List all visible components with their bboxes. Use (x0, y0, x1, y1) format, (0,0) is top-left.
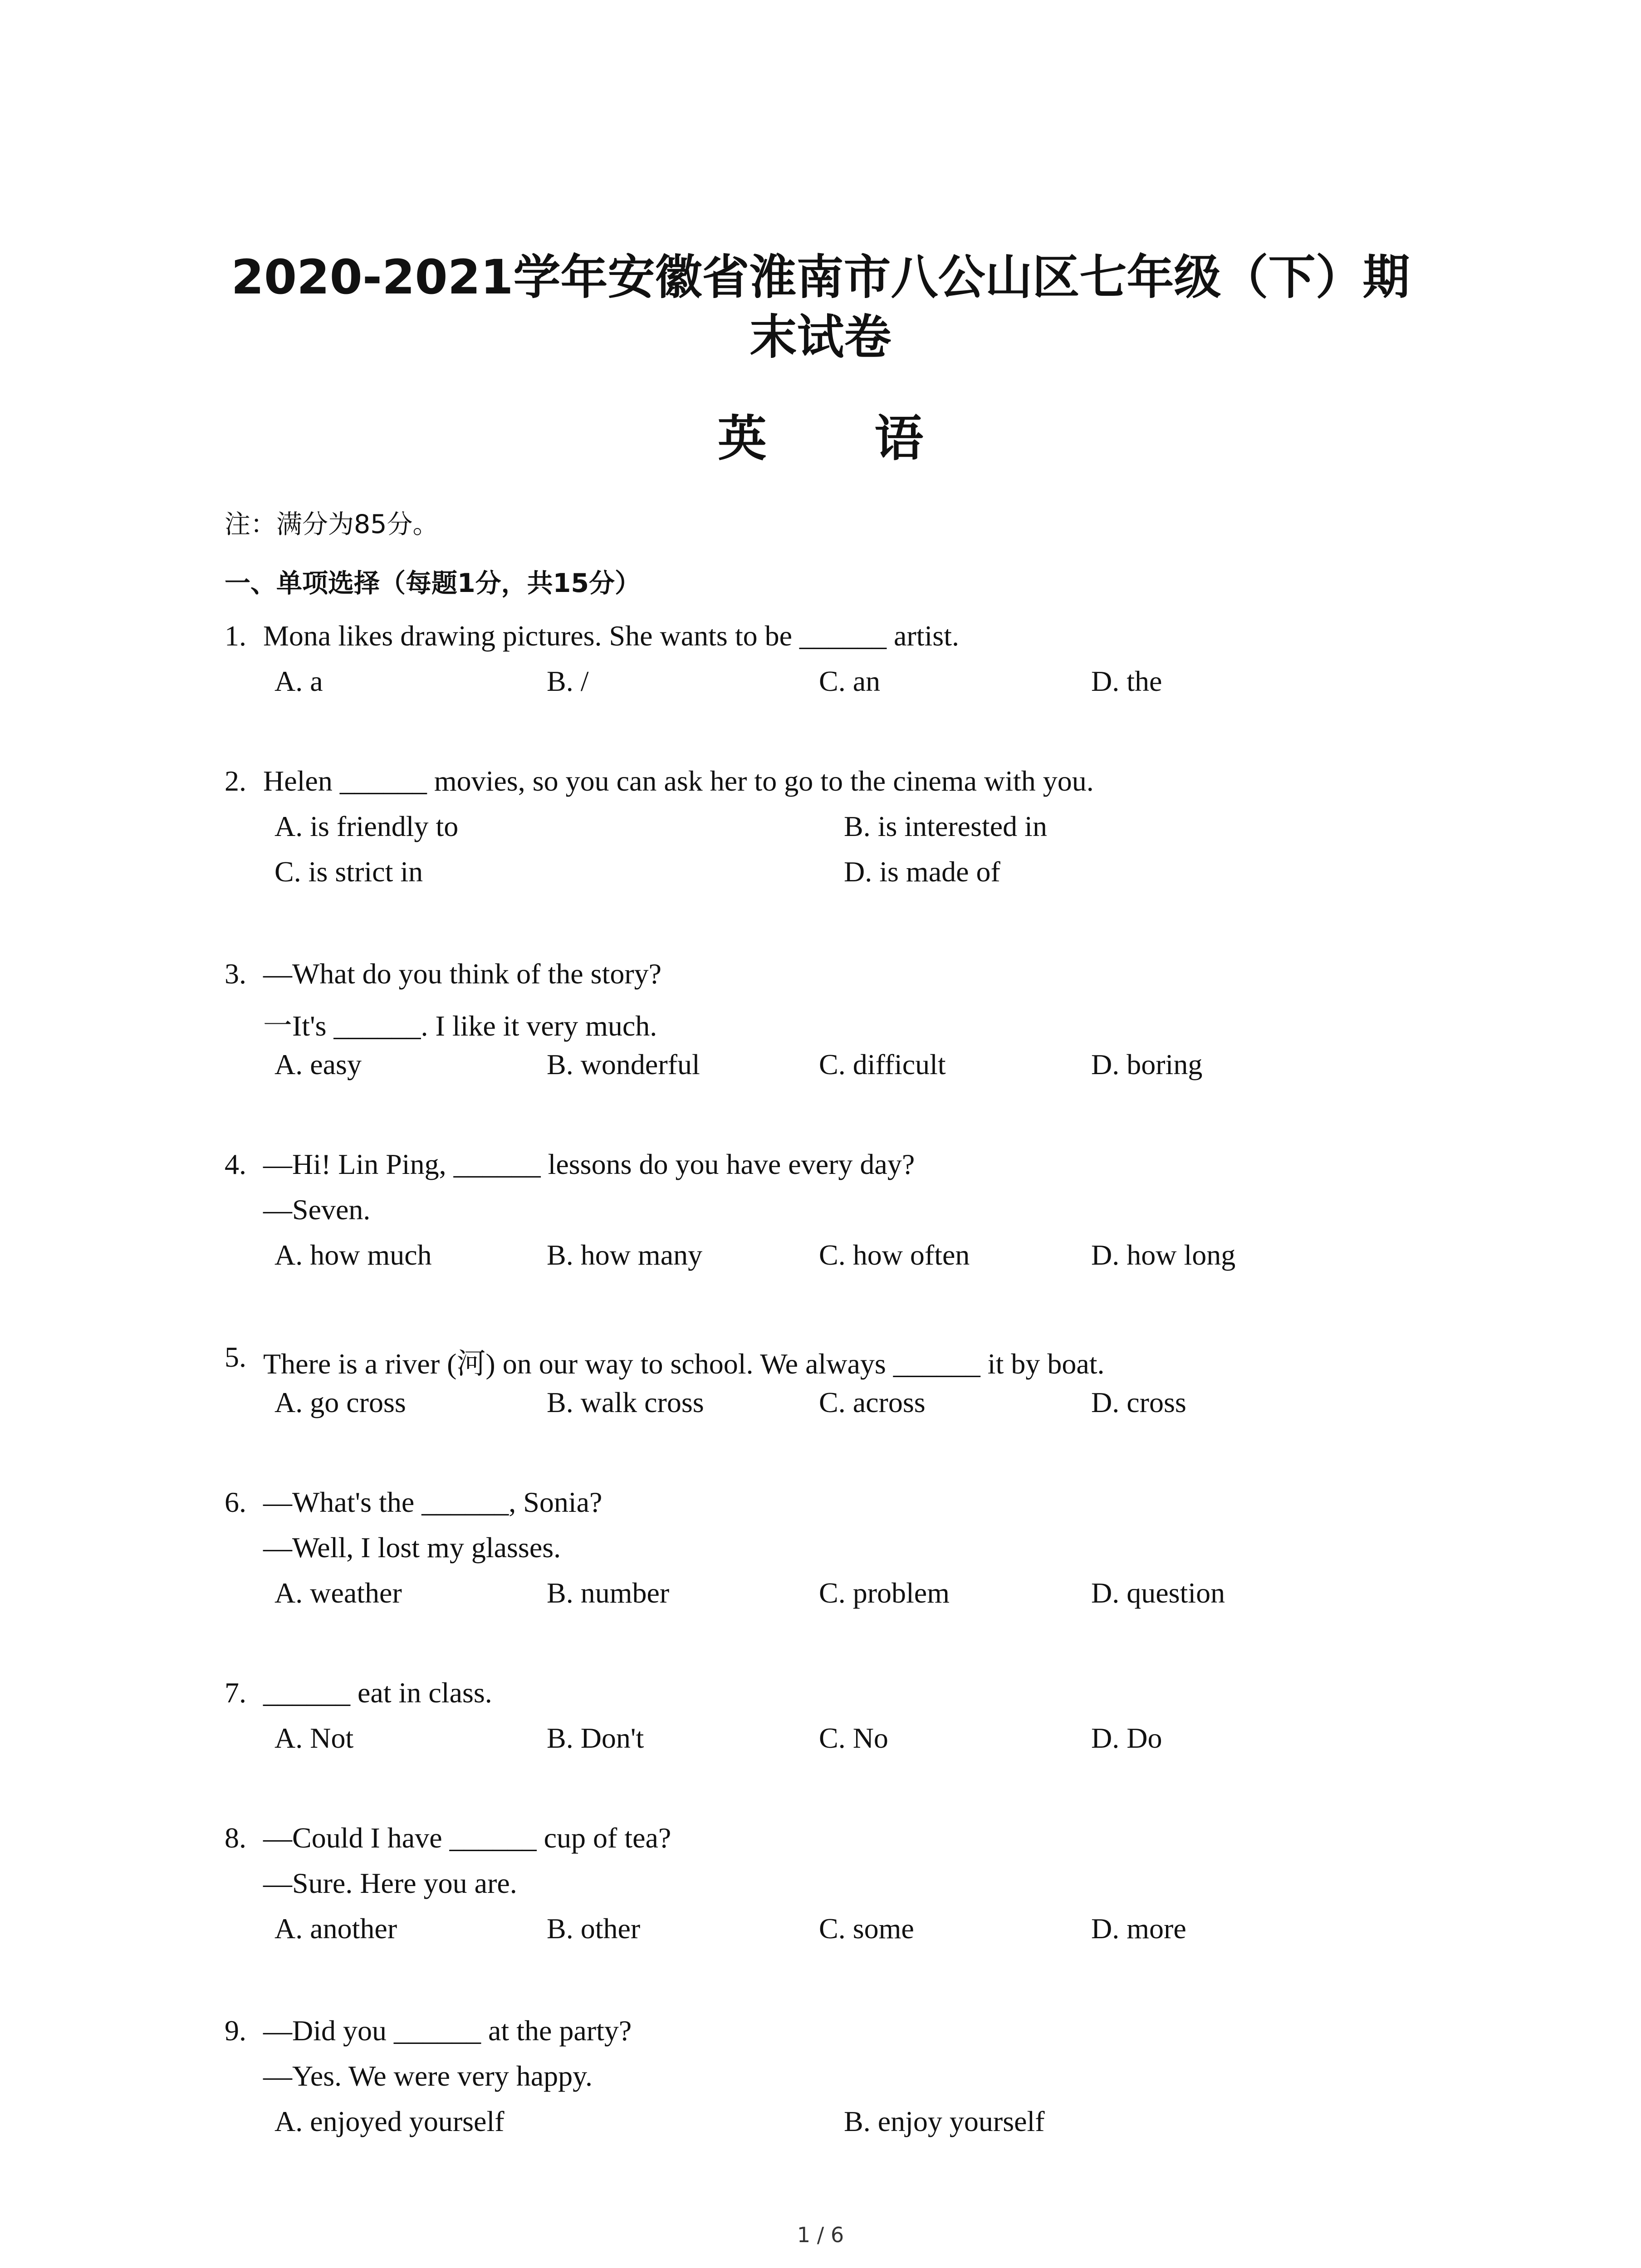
page-number: 1 / 6 (797, 2223, 844, 2247)
option-c: C. No (819, 1722, 888, 1754)
question-number: 5. (225, 1341, 246, 1373)
question-stem: —Could I have ______ cup of tea? (263, 1822, 671, 1854)
option-d: D. more (1091, 1912, 1186, 1945)
option-d: D. cross (1091, 1386, 1186, 1418)
question-response: —Well, I lost my glasses. (263, 1531, 561, 1564)
question-response: 一It's ______. I like it very much. (263, 1010, 657, 1042)
question-response: —Sure. Here you are. (263, 1867, 517, 1899)
question-stem: ______ eat in class. (263, 1677, 492, 1709)
section-title: 一、单项选择（每题1分，共15分） (225, 568, 641, 598)
option-a: A. how much (274, 1239, 432, 1271)
question-stem: —Did you ______ at the party? (263, 2014, 632, 2047)
option-a: A. a (274, 665, 323, 697)
option-d: D. boring (1091, 1048, 1203, 1080)
question-number: 1. (225, 620, 246, 652)
option-a: A. another (274, 1912, 397, 1945)
question-stem: —What's the ______, Sonia? (263, 1486, 603, 1518)
question-stem: Mona likes drawing pictures. She wants to be ______ artist. (263, 620, 959, 652)
question-number: 6. (225, 1486, 246, 1518)
exam-title-line2: 末试卷 (749, 309, 892, 365)
option-c: C. difficult (819, 1048, 946, 1080)
option-d: D. the (1091, 665, 1162, 697)
option-b: B. walk cross (547, 1386, 704, 1418)
option-a: A. is friendly to (274, 810, 459, 842)
option-c: C. some (819, 1912, 914, 1945)
option-c: C. how often (819, 1239, 970, 1271)
question-number: 4. (225, 1148, 246, 1180)
score-note: 注：满分为85分。 (225, 509, 439, 539)
option-a: A. enjoyed yourself (274, 2105, 505, 2137)
question-stem: There is a river (河) on our way to school. We always ______ it by boat. (263, 1348, 1105, 1380)
option-b: B. how many (547, 1239, 703, 1271)
exam-title-line1: 2020-2021学年安徽省淮南市八公山区七年级（下）期 (231, 249, 1410, 305)
question-number: 2. (225, 765, 246, 797)
question-number: 7. (225, 1677, 246, 1709)
option-a: A. easy (274, 1048, 362, 1080)
option-c: C. across (819, 1386, 926, 1418)
question-stem: —Hi! Lin Ping, ______ lessons do you have every day? (263, 1148, 915, 1180)
question-number: 3. (225, 958, 246, 990)
question-stem: Helen ______ movies, so you can ask her to go to the cinema with you. (263, 765, 1094, 797)
option-a: A. weather (274, 1577, 402, 1609)
option-a: A. go cross (274, 1386, 406, 1418)
option-b: B. / (547, 665, 589, 697)
question-response: —Seven. (263, 1193, 371, 1226)
option-b: B. other (547, 1912, 641, 1945)
option-b: B. is interested in (844, 810, 1047, 842)
option-b: B. enjoy yourself (844, 2105, 1045, 2137)
option-d: D. question (1091, 1577, 1225, 1609)
option-d: D. how long (1091, 1239, 1236, 1271)
question-number: 9. (225, 2014, 246, 2047)
option-a: A. Not (274, 1722, 354, 1754)
option-b: B. number (547, 1577, 670, 1609)
subject-heading: 英 语 (717, 411, 969, 467)
exam-title (0, 247, 1641, 367)
option-b: B. Don't (547, 1722, 644, 1754)
question-number: 8. (225, 1822, 246, 1854)
option-c: C. problem (819, 1577, 950, 1609)
option-b: B. wonderful (547, 1048, 700, 1080)
question-stem: —What do you think of the story? (263, 958, 662, 990)
option-c: C. is strict in (274, 855, 423, 888)
option-d: D. Do (1091, 1722, 1162, 1754)
question-response: —Yes. We were very happy. (263, 2060, 593, 2092)
option-c: C. an (819, 665, 881, 697)
option-d: D. is made of (844, 855, 1000, 888)
